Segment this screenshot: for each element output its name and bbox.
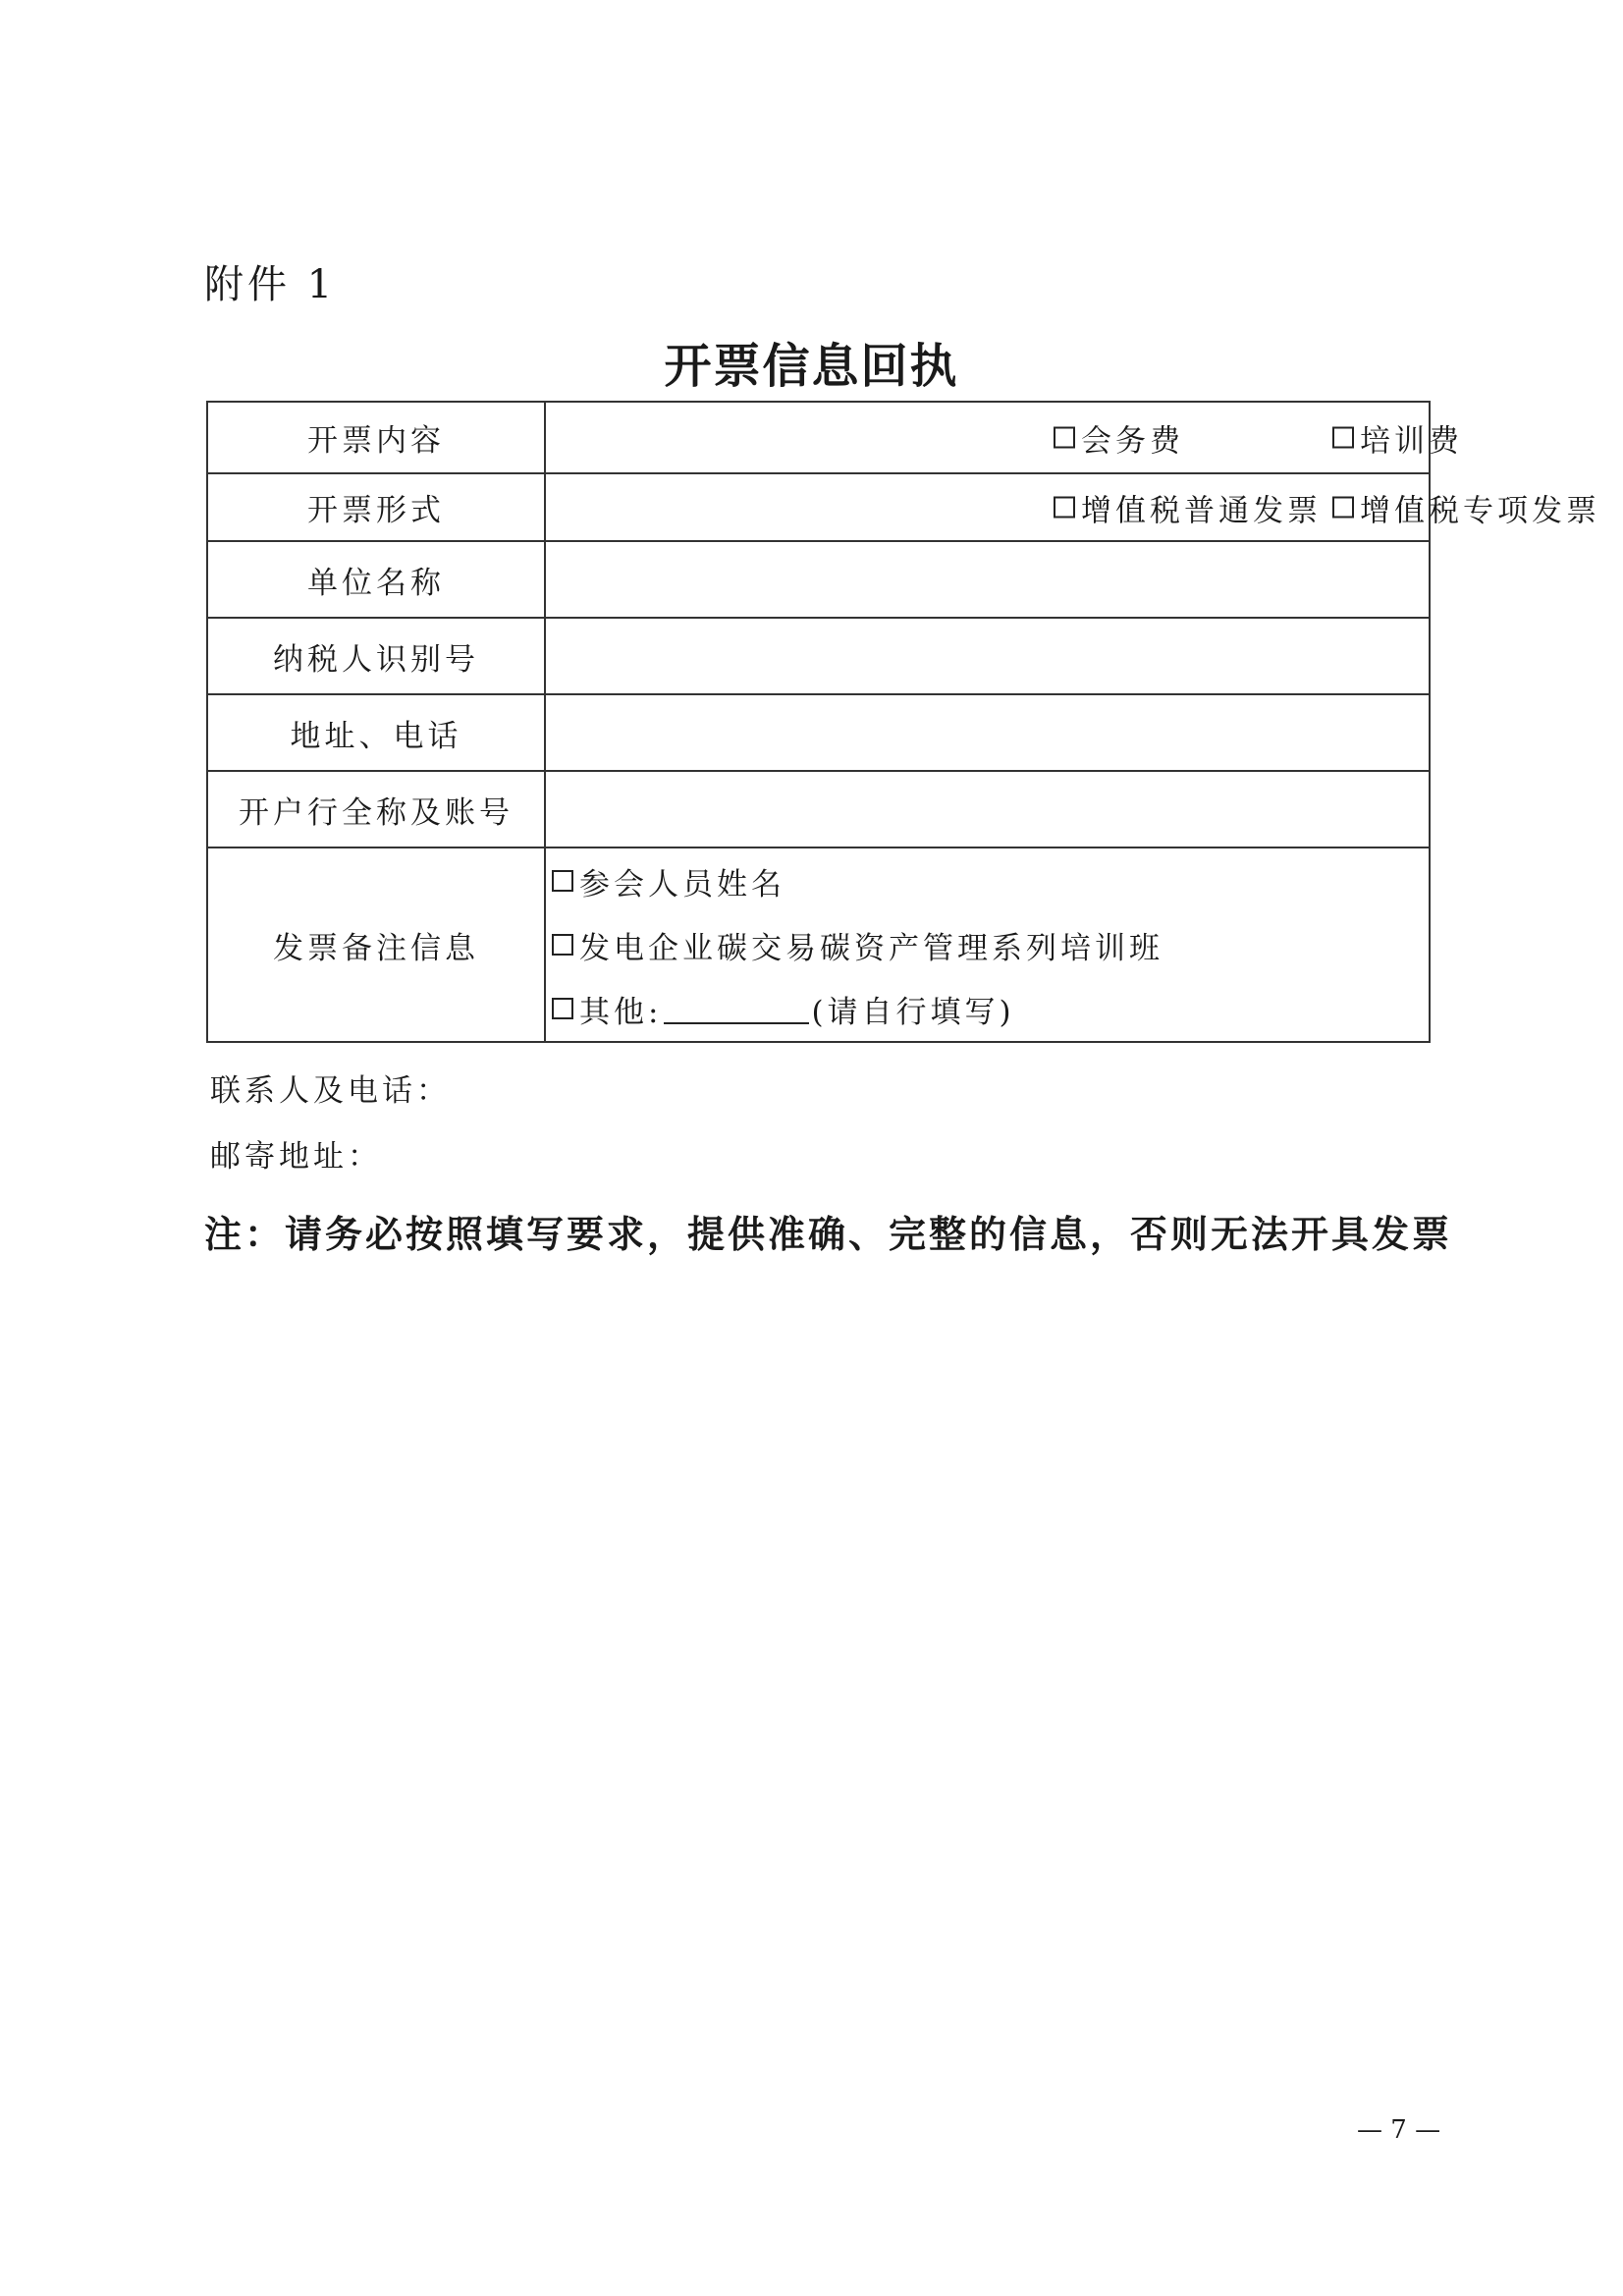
row-label-taxpayer: 纳税人识别号 [207, 618, 545, 694]
option-training-fee[interactable] [1332, 415, 1463, 460]
checkbox[interactable] [1332, 427, 1354, 449]
page-number: — 7 — [1357, 2115, 1441, 2145]
remarks-cell [545, 847, 1430, 1042]
option-other[interactable] [546, 977, 1429, 1041]
row-label-company: 单位名称 [207, 541, 545, 618]
table-row [207, 618, 1430, 694]
option-label: 其他: [579, 994, 663, 1030]
table-row [207, 541, 1430, 618]
bank-account-field[interactable] [545, 771, 1430, 847]
checkbox[interactable] [552, 934, 573, 956]
checkbox[interactable] [1332, 497, 1354, 519]
option-label: 培训费 [1360, 423, 1463, 459]
option-meeting-fee[interactable] [1054, 415, 1184, 460]
company-name-field[interactable] [545, 541, 1430, 618]
table-row [207, 771, 1430, 847]
note-text: 注：请务必按照填写要求，提供准确、完整的信息，否则无法开具发票 [204, 1213, 1453, 1256]
option-attendee-names[interactable] [546, 849, 1429, 913]
other-blank-field[interactable] [664, 993, 809, 1024]
checkbox[interactable] [1054, 497, 1075, 519]
option-label: 会务费 [1081, 423, 1184, 459]
attachment-label: 附件 1 [204, 262, 337, 307]
option-label: 增值税普通发票 [1081, 493, 1322, 528]
option-vat-normal[interactable] [1054, 485, 1322, 529]
checkbox[interactable] [552, 998, 573, 1019]
option-label: 发电企业碳交易碳资产管理系列培训班 [579, 930, 1163, 966]
other-hint: (请自行填写) [811, 994, 1015, 1030]
content-options-cell [545, 402, 1463, 473]
checkbox[interactable] [552, 870, 573, 892]
mail-address-label: 邮寄地址： [210, 1139, 382, 1175]
row-label-bank: 开户行全称及账号 [207, 771, 545, 847]
table-row [207, 402, 1430, 473]
option-label: 参会人员姓名 [579, 866, 785, 902]
row-label-form: 开票形式 [207, 473, 545, 541]
address-phone-field[interactable] [545, 694, 1430, 771]
option-training-course[interactable] [546, 913, 1429, 977]
contact-label: 联系人及电话： [210, 1073, 451, 1109]
row-label-address: 地址、电话 [207, 694, 545, 771]
page-title: 开票信息回执 [664, 339, 959, 394]
table-row [207, 694, 1430, 771]
checkbox[interactable] [1054, 427, 1075, 449]
option-label: 增值税专项发票 [1360, 493, 1600, 528]
taxpayer-id-field[interactable] [545, 618, 1430, 694]
form-options-cell [545, 473, 1600, 541]
row-label-remarks: 发票备注信息 [207, 847, 545, 1042]
invoice-info-table [206, 401, 1600, 1043]
row-label-content: 开票内容 [207, 402, 545, 473]
option-vat-special[interactable] [1332, 485, 1600, 529]
table-row [207, 473, 1430, 541]
table-row [207, 847, 1430, 1042]
